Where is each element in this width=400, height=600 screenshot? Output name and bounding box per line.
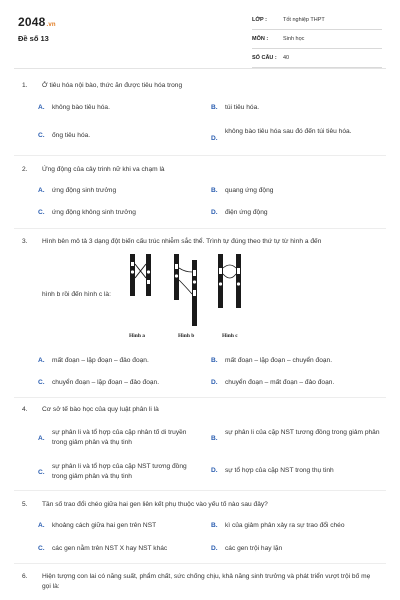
option-text: quang ứng động [225, 187, 274, 194]
option-text: khoảng cách giữa hai gen trên NST [52, 522, 157, 529]
option-text: không bào tiêu hóa sau đó đến túi tiêu hóa. [225, 128, 352, 135]
option-text: ứng động không sinh trưởng [52, 209, 136, 216]
option-letter: A. [38, 522, 45, 529]
chromosome-figure [122, 250, 252, 345]
header-divider [14, 68, 386, 69]
option-letter: D. [211, 467, 218, 474]
option-text: chuyển đoạn – mất đoạn – đảo đoạn. [225, 379, 335, 386]
meta-value: Sinh học [283, 36, 305, 42]
question-number: 2. [22, 166, 28, 173]
option-letter: C. [38, 379, 45, 386]
question-divider [14, 397, 386, 398]
question-text: hình b rồi đến hình c là: [42, 291, 111, 298]
option-text: chuyển đoạn – lặp đoạn – đảo đoạn. [52, 379, 160, 386]
option-text: các gen nằm trên NST X hay NST khác [52, 545, 168, 552]
option-letter: C. [38, 209, 45, 216]
option-text: các gen trội hay lặn [225, 545, 283, 552]
option-letter: D. [211, 379, 218, 386]
question-text: Hiện tượng con lai có năng suất, phẩm chất, sức chống chịu, khả năng sinh trưởng và phát triển vượt trội bố mẹ gọi là: [42, 573, 371, 590]
question-number: 4. [22, 406, 28, 413]
question-text: Tần số trao đổi chéo giữa hai gen liên kết phụ thuộc vào yếu tố nào sau đây? [42, 501, 268, 508]
exam-meta [252, 14, 382, 71]
figure-label-c: Hình c [222, 333, 238, 339]
question-divider [14, 228, 386, 229]
figure-c [218, 254, 241, 308]
meta-key: LỚP : [252, 17, 267, 23]
option-text: sự phân li và tổ hợp của cặp nhân tố di truyền trong giảm phân và thụ tinh [52, 429, 187, 446]
option-text: mất đoạn – lặp đoạn – đảo đoạn. [52, 357, 149, 364]
option-text: ứng động sinh trưởng [52, 187, 117, 194]
site-logo[interactable] [18, 15, 56, 29]
option-letter: A. [38, 104, 45, 111]
meta-row-class [252, 14, 382, 30]
meta-row-subject [252, 33, 382, 49]
option-letter: C. [38, 545, 45, 552]
option-letter: D. [211, 545, 218, 552]
figure-a [130, 254, 151, 296]
question-number: 3. [22, 238, 28, 245]
meta-key: MÔN : [252, 36, 269, 42]
question-number: 1. [22, 82, 28, 89]
option-letter: D. [211, 209, 218, 216]
question-text: Ở tiêu hóa nội bào, thức ăn được tiêu hóa trong [42, 82, 183, 89]
option-text: điện ứng động [225, 209, 268, 216]
option-text: sự phân li của cặp NST tương đồng trong giảm phân [225, 429, 380, 436]
logo-text: 2048 [18, 15, 46, 29]
chromosome-diagram [122, 250, 252, 345]
figure-label-b: Hình b [178, 333, 195, 339]
option-text: mất đoạn – lặp đoạn – chuyển đoạn. [225, 357, 333, 364]
option-text: kì của giảm phân xảy ra sự trao đổi chéo [225, 522, 345, 529]
logo-suffix: .vn [46, 22, 56, 28]
question-divider [14, 155, 386, 156]
option-text: không bào tiêu hóa. [52, 104, 110, 111]
question-number: 5. [22, 501, 28, 508]
option-letter: B. [211, 435, 218, 442]
option-text: sự phân li và tổ hợp của cặp NST tương đồng trong giảm phân và thụ tinh [52, 463, 187, 480]
option-letter: A. [38, 357, 45, 364]
option-letter: D. [211, 135, 218, 142]
question-divider [14, 563, 386, 564]
option-letter: C. [38, 132, 45, 139]
option-letter: A. [38, 187, 45, 194]
option-text: sự tổ hợp của cặp NST trong thụ tinh [225, 467, 334, 474]
option-text: ống tiêu hóa. [52, 132, 91, 139]
option-letter: B. [211, 104, 218, 111]
figure-b [174, 254, 197, 326]
meta-value: 40 [283, 55, 290, 61]
exam-title: Đề số 13 [18, 34, 49, 43]
option-letter: B. [211, 357, 218, 364]
meta-row-count [252, 52, 382, 68]
question-text: Ứng động của cây trinh nữ khi va chạm là [42, 166, 165, 173]
option-letter: C. [38, 469, 45, 476]
figure-label-a: Hình a [129, 333, 146, 339]
option-text: túi tiêu hóa. [225, 104, 260, 111]
question-text: Cơ sở tế bào học của quy luật phân li là [42, 406, 159, 413]
meta-key: SỐ CÂU : [252, 55, 277, 61]
question-number: 6. [22, 573, 28, 580]
question-text: Hình bên mô tả 3 dạng đột biến cấu trúc nhiễm sắc thể. Trình tự đúng theo thứ tự từ hình a đến [42, 238, 322, 245]
meta-value: Tốt nghiệp THPT [283, 17, 325, 23]
option-letter: A. [38, 435, 45, 442]
option-letter: B. [211, 187, 218, 194]
question-divider [14, 490, 386, 491]
option-letter: B. [211, 522, 218, 529]
